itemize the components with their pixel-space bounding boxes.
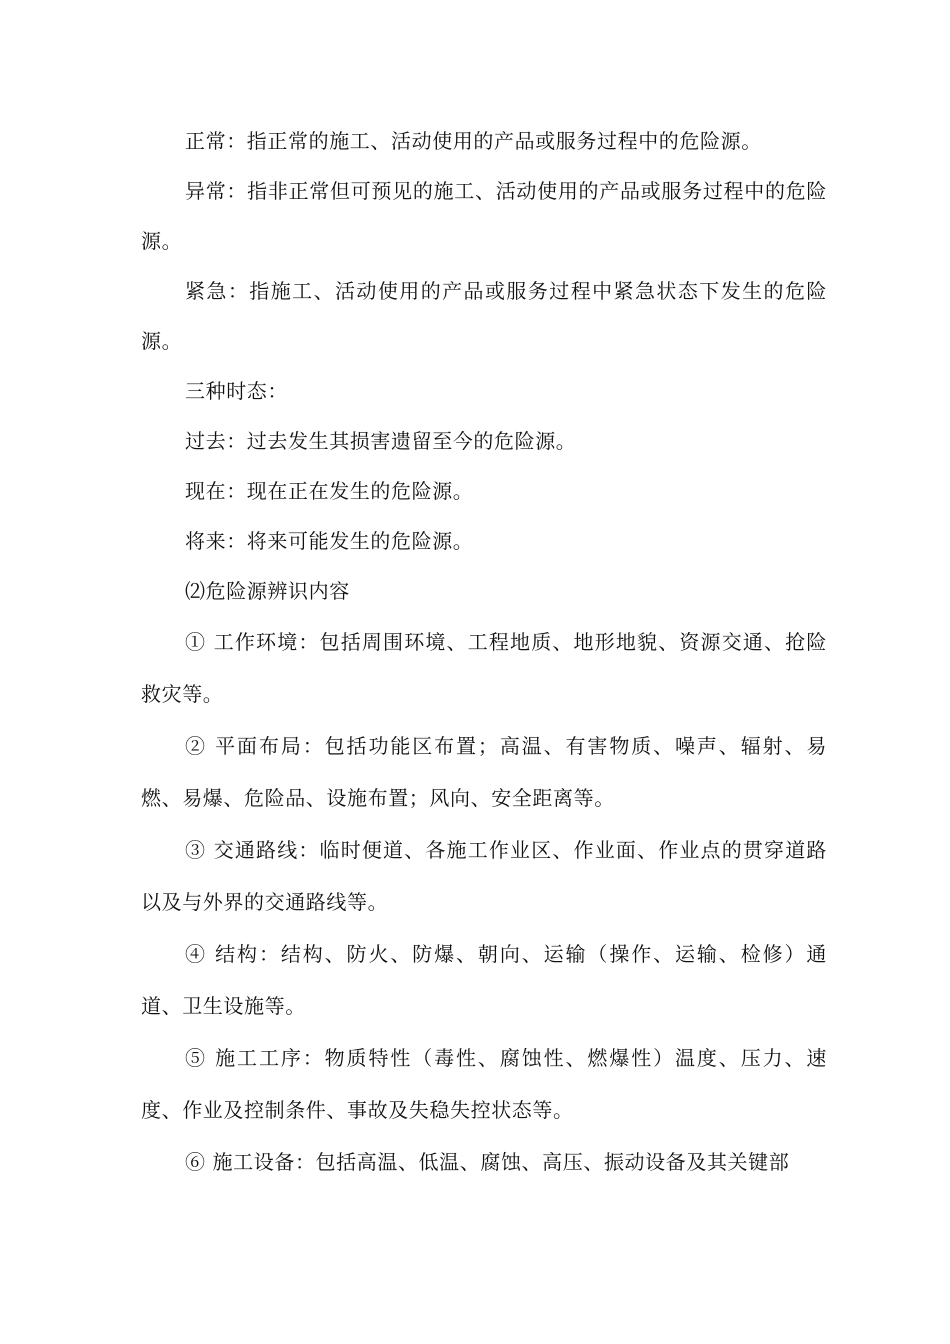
document-body (141, 116, 827, 1188)
list-item-layout: ② 平面布局：包括功能区布置；高温、有害物质、噪声、辐射、易燃、易爆、危险品、设施布置；风向、安全距离等。 (141, 734, 827, 810)
list-item-traffic-routes: ③ 交通路线：临时便道、各施工作业区、作业面、作业点的贯穿道路以及与外界的交通路线等。 (141, 838, 827, 914)
list-item-structure: ④ 结构：结构、防火、防爆、朝向、运输（操作、运输、检修）通道、卫生设施等。 (141, 942, 827, 1018)
paragraph-normal-state: 正常：指正常的施工、活动使用的产品或服务过程中的危险源。 (185, 129, 762, 153)
paragraph-three-tenses: 三种时态： (185, 379, 288, 403)
paragraph-abnormal-state: 异常：指非正常但可预见的施工、活动使用的产品或服务过程中的危险源。 (141, 179, 827, 253)
list-item-construction-process: ⑤ 施工工序：物质特性（毒性、腐蚀性、燃爆性）温度、压力、速度、作业及控制条件、事故及失稳失控状态等。 (141, 1046, 827, 1122)
paragraph-present: 现在：现在正在发生的危险源。 (185, 479, 474, 503)
section-heading-hazard-identification: ⑵危险源辨识内容 (185, 579, 350, 603)
list-item-construction-equipment: ⑥ 施工设备：包括高温、低温、腐蚀、高压、振动设备及其关键部 (185, 1150, 790, 1174)
paragraph-emergency-state: 紧急：指施工、活动使用的产品或服务过程中紧急状态下发生的危险源。 (141, 279, 827, 353)
paragraph-future: 将来：将来可能发生的危险源。 (185, 529, 474, 553)
paragraph-past: 过去：过去发生其损害遗留至今的危险源。 (185, 429, 577, 453)
list-item-work-environment: ① 工作环境：包括周围环境、工程地质、地形地貌、资源交通、抢险救灾等。 (141, 630, 827, 706)
